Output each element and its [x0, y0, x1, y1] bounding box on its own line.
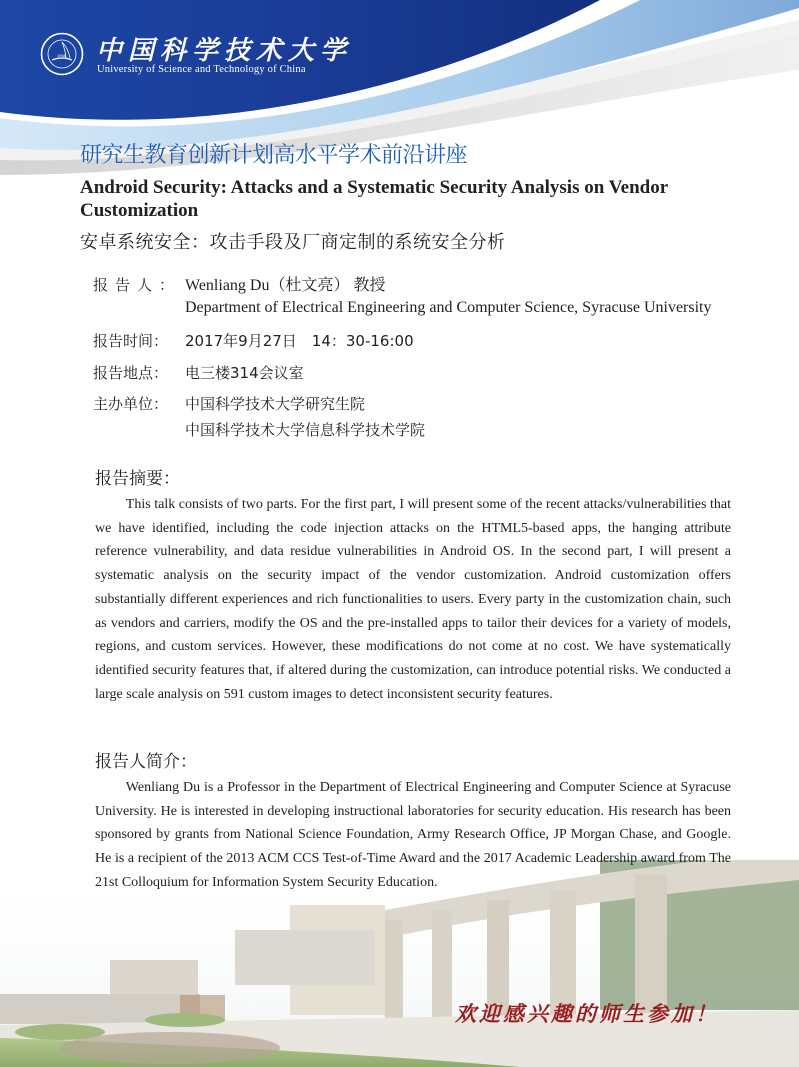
host-value-2: 中国科学技术大学信息科学技术学院 [185, 421, 426, 439]
place-label: 报告地点： [93, 364, 169, 382]
logo-year: 1958 [57, 53, 66, 58]
bio-text: Wenliang Du is a Professor in the Department of Electrical Engineering and Computer Science at Syracuse University. He is interested in developing instructional laboratories for security education. His research has been sponsored by grants from National Science Foundation, Army Research Office, JP Morgan Chase, and Google. He is a recipient of the 2013 ACM CCS Test-of-Time Award and the 2017 Academic Leadership award from The 21st Colloquium for Information System Security Education. [95, 780, 731, 890]
affiliation-value: Department of Electrical Engineering and Computer Science, Syracuse University [185, 299, 712, 316]
speaker-row [93, 272, 385, 295]
place-row [93, 362, 304, 383]
place-value: 电三楼314会议室 [185, 364, 304, 382]
university-seal-icon [40, 32, 84, 76]
talk-title-cn: 安卓系统安全：攻击手段及厂商定制的系统安全分析 [80, 232, 506, 253]
time-label: 报告时间： [93, 332, 169, 350]
affiliation-row [185, 299, 711, 317]
abstract-heading: 报告摘要： [95, 469, 180, 489]
host-row-2 [185, 419, 425, 440]
lecture-series-title: 研究生教育创新计划高水平学术前沿讲座 [80, 143, 468, 168]
university-name-en: University of Science and Technology of China [97, 64, 306, 75]
host-value-1: 中国科学技术大学研究生院 [185, 395, 366, 413]
talk-title-en: Android Security: Attacks and a Systematic Security Analysis on Vendor Customization [80, 177, 668, 221]
abstract-text: This talk consists of two parts. For the first part, I will present some of the recent attacks/vulnerabilities that we have identified, including the code injection attacks on the HTML5-based apps, the hanging attribute reference vulnerability, and data residue vulnerabilities in Android OS. In the second part, I will present a systematic analysis on the security impact of the vendor customization. Android customization offers substantially different experiences and rich functionalities to users. Every party in the customization chain, such as vendors and carriers, modify the OS and the pre-installed apps to tailor their devices for a variety of models, regions, and custom services. However, these modifications do not come at no cost. We have systematically identified security features that, if altered during the customization, can introduce potential risks. We conducted a large scale analysis on 591 custom images to detect inconsistent security features. [95, 497, 731, 702]
welcome-message: 欢迎感兴趣的师生参加！ [455, 1001, 719, 1026]
speaker-value: Wenliang Du（杜文亮） 教授 [185, 277, 386, 294]
host-row [93, 393, 365, 414]
time-value: 2017年9月27日 14：30-16:00 [185, 332, 414, 350]
university-name-cn: 中国科学技术大学 [96, 36, 353, 66]
host-label: 主办单位： [93, 395, 169, 413]
bio-heading: 报告人简介： [95, 752, 197, 772]
time-row [93, 330, 414, 351]
speaker-label: 报告人： [93, 276, 182, 294]
